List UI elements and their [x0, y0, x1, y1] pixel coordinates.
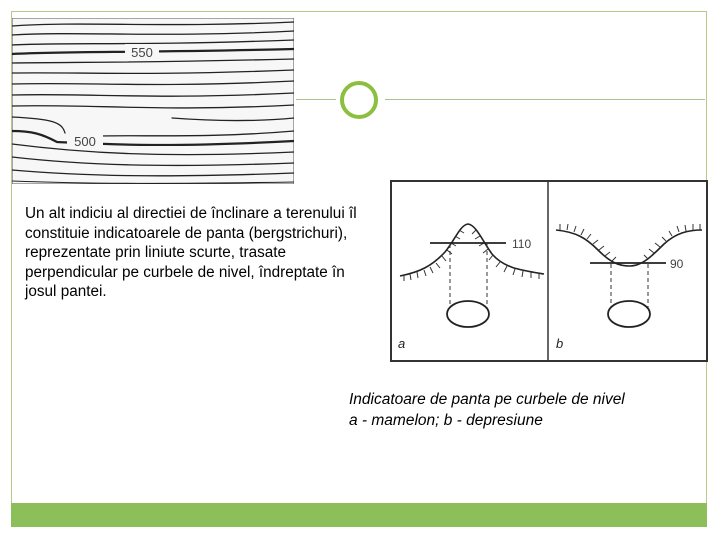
decorative-circle-icon: [340, 81, 378, 119]
title-divider-left: [296, 99, 336, 100]
caption-line-2: a - mamelon; b - depresiune: [349, 411, 543, 429]
body-paragraph: Un alt indiciu al directiei de înclinare a terenului îl constituie indicatoarele de panta (bergstrichuri), reprezentate prin liniute scurte, trasate perpendicular pe curbele de nivel, îndreptate în josul pantei.: [25, 205, 357, 300]
caption-line-1: Indicatoare de panta pe curbele de nivel: [349, 391, 625, 408]
depression-elevation-label: 90: [670, 257, 684, 271]
contour-map-figure: [12, 18, 294, 184]
bottom-accent-bar: [11, 503, 707, 527]
hill-elevation-label: 110: [512, 237, 532, 251]
figure-caption: [349, 390, 709, 431]
slope-indicators-figure: [390, 180, 708, 362]
contour-label-upper: 550: [131, 45, 153, 60]
title-divider-right: [385, 99, 705, 100]
contour-label-lower: 500: [74, 134, 96, 149]
figure-label-a: a: [398, 336, 406, 351]
figure-label-b: b: [556, 336, 564, 351]
